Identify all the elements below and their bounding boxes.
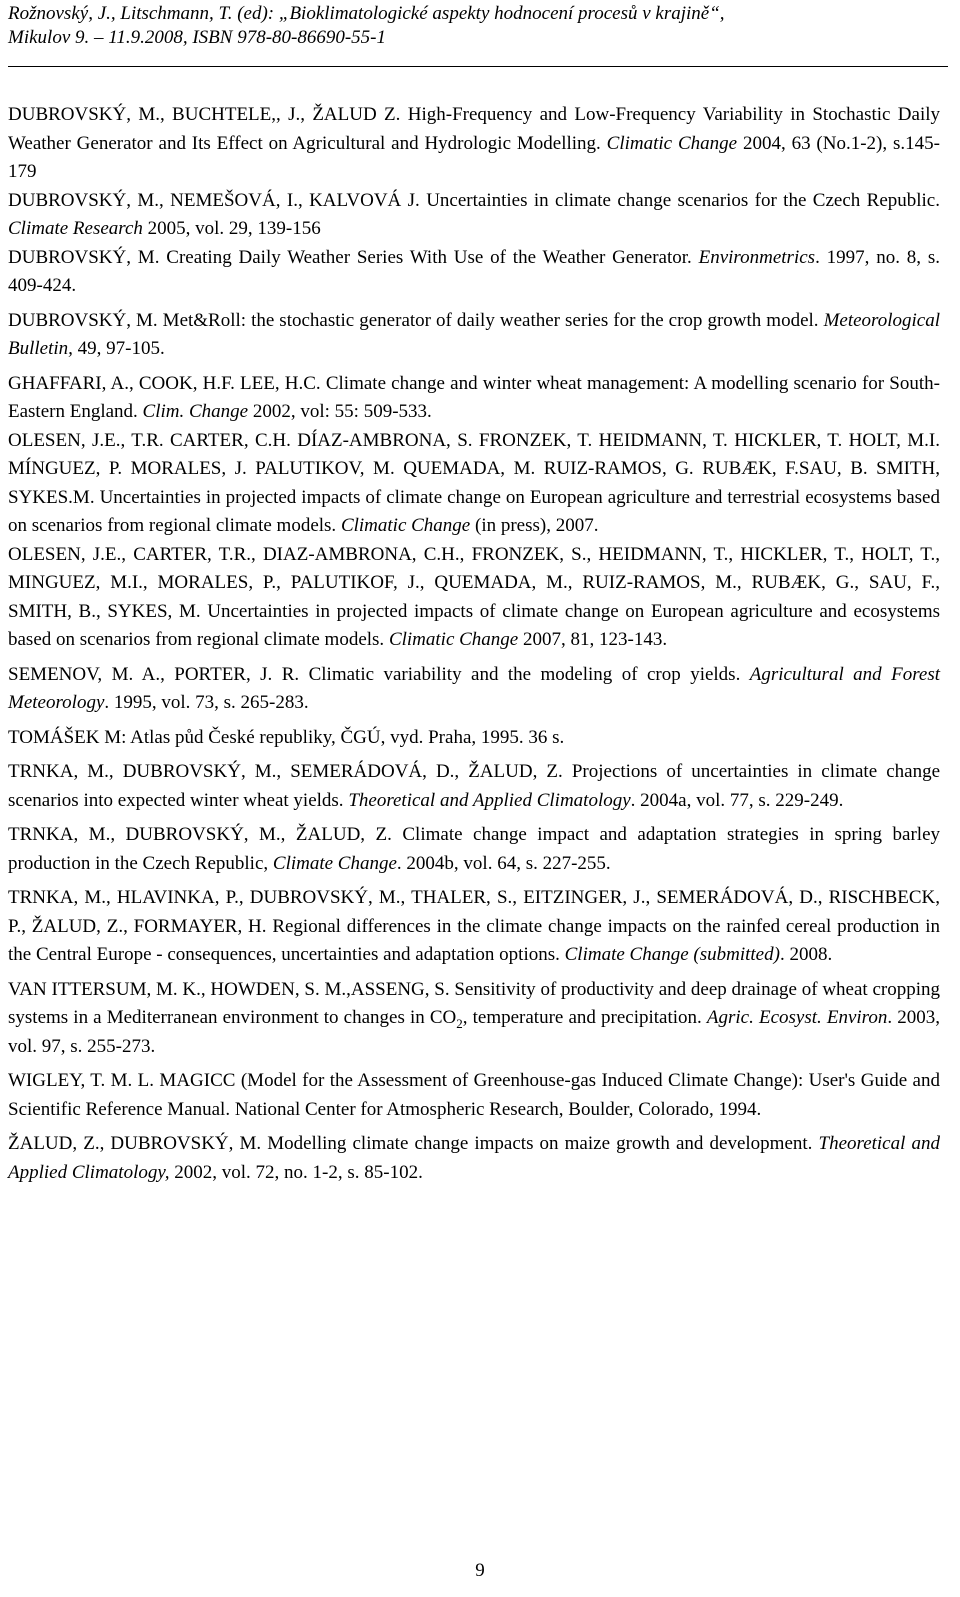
ref-text: High-Frequency and Low-Frequency Variability in Stochastic Daily Weather Generator and Its Effect on Agricultural and Hydrologic Modelling. [8, 104, 940, 154]
ref-authors: WIGLEY, T. M. L. [8, 1070, 155, 1091]
reference-item [8, 976, 940, 1062]
ref-source: Climatic Change [388, 629, 519, 650]
ref-source: Agricultural and Forest Meteorology [8, 663, 940, 713]
ref-text: Climate change and winter wheat management: A modelling scenario for South-Eastern England. [8, 372, 940, 422]
ref-text: Modelling climate change impacts on maize growth and development. [261, 1133, 819, 1154]
ref-source: Climate Change (submitted) [564, 944, 780, 965]
ref-authors: OLESEN, J.E., CARTER, T.R., DIAZ-AMBRONA, C.H., FRONZEK, S., HEIDMANN, T., HICKLER, T., HOLT, T., MINGUEZ, M.I., MORALES, P., PALUTIKOF, J., QUEMADA, M., RUIZ-RAMOS, M., RUBÆK, G., SAU, F., SMITH, B., SYKES, M. [8, 543, 940, 622]
ref-details: . 1995, vol. 73, s. 265-283. [104, 692, 309, 713]
ref-details: 2004, 63 (No.1-2), s.145-179 [8, 132, 940, 182]
ref-source: Theoretical and Applied Climatology, [8, 1133, 940, 1183]
ref-authors: VAN ITTERSUM, M. K., HOWDEN, S. M.,ASSENG, S. [8, 978, 450, 1000]
ref-details: 2005, vol. 29, 139-156 [142, 218, 321, 239]
ref-details: 49, 97-105. [72, 338, 165, 359]
reference-item [8, 758, 940, 815]
ref-text: Sensitivity of productivity and deep drainage of wheat cropping systems in a Mediterranean environment to changes in CO [8, 978, 940, 1028]
reference-item [8, 370, 940, 427]
reference-item [8, 821, 940, 878]
reference-list [8, 101, 940, 1187]
ref-authors: TRNKA, M., HLAVINKA, P., DUBROVSKÝ, M., THALER, S., EITZINGER, J., SEMERÁDOVÁ, D., RISCHBECK, P., ŽALUD, Z., FORMAYER, H. [8, 887, 940, 937]
ref-text: Creating Daily Weather Series With Use of the Weather Generator. [159, 246, 699, 268]
ref-source: Clim. Change [142, 401, 249, 422]
ref-details: . 2004a, vol. 77, s. 229-249. [630, 789, 844, 811]
ref-details: 2002, vol. 72, no. 1-2, s. 85-102. [169, 1161, 423, 1183]
ref-details: 2002, vol: 55: 509-533. [248, 401, 432, 422]
ref-authors: DUBROVSKÝ, M., NEMEŠOVÁ, I., KALVOVÁ J. [8, 189, 420, 211]
reference-item [8, 884, 940, 970]
ref-authors: ŽALUD, Z., DUBROVSKÝ, M. [8, 1133, 262, 1154]
ref-text: MAGICC (Model for the Assessment of Greenhouse-gas Induced Climate Change): User's Guide and Scientific Reference Manual. National Center for Atmospheric Research, Boulder, Colorado, 1994. [8, 1070, 940, 1120]
reference-item [8, 244, 940, 301]
ref-authors: SEMENOV, M. A., PORTER, J. R. [8, 663, 300, 685]
header-line-2: Mikulov 9. – 11.9.2008, ISBN 978-80-86690-55-1 [8, 27, 387, 48]
reference-item [8, 1130, 940, 1187]
ref-text: Regional differences in the climate change impacts on the rainfed cereal production in the Central Europe - consequences, uncertainties and adaptation options. [8, 915, 941, 965]
ref-text: Met&Roll: the stochastic generator of daily weather series for the crop growth model. [157, 309, 824, 331]
ref-source: Climatic Change [606, 132, 738, 154]
reference-item [8, 724, 940, 753]
reference-item [8, 101, 940, 187]
ref-details: . 2003, vol. 97, s. 255-273. [8, 1007, 941, 1057]
ref-details: . 2008. [779, 944, 833, 965]
ref-source: Agric. Ecosyst. Environ [706, 1007, 888, 1028]
ref-subscript: 2 [456, 1015, 463, 1031]
ref-text: Uncertainties in climate change scenarios for the Czech Republic. [419, 189, 940, 211]
ref-text: Climate change impact and adaptation strategies in spring barley production in the Czech Republic, [8, 824, 940, 874]
header-line-1: Rožnovský, J., Litschmann, T. (ed): „Bioklimatologické aspekty hodnocení procesů v krajině“, [8, 3, 725, 24]
ref-authors: TRNKA, M., DUBROVSKÝ, M., ŽALUD, Z. [8, 824, 392, 845]
ref-text: Uncertainties in projected impacts of climate change on European agriculture and ecosystems based on scenarios from regional climate models. [8, 600, 940, 650]
ref-source: Climate Change [272, 852, 397, 874]
reference-item [8, 661, 940, 718]
ref-details: . 1997, no. 8, s. 409-424. [8, 246, 940, 296]
ref-text: Projections of uncertainties in climate change scenarios into expected winter wheat yields. [8, 761, 940, 811]
ref-authors: TRNKA, M., DUBROVSKÝ, M., SEMERÁDOVÁ, D., ŽALUD, Z. [8, 761, 563, 782]
ref-text: Uncertainties in projected impacts of climate change on European agriculture and terrestrial ecosystems based on scenarios from regional climate models. [8, 486, 940, 536]
ref-source: Climate Research [8, 218, 143, 239]
ref-authors: DUBROVSKÝ, M. [8, 246, 160, 268]
ref-source: Climatic Change [340, 515, 471, 536]
ref-source: Environmetrics [698, 246, 816, 268]
ref-authors: TOMÁŠEK M: [8, 726, 127, 748]
reference-item [8, 307, 940, 364]
ref-authors: GHAFFARI, A., COOK, H.F. LEE, H.C. [8, 372, 321, 394]
ref-details: 2007, 81, 123-143. [518, 629, 668, 650]
reference-item [8, 1067, 940, 1124]
ref-text-continued: , temperature and precipitation. [462, 1007, 707, 1028]
ref-details: . 2004b, vol. 64, s. 227-255. [396, 852, 611, 874]
reference-item [8, 541, 940, 655]
reference-item [8, 187, 940, 244]
ref-text: Atlas půd České republiky, ČGÚ, vyd. Praha, 1995. 36 s. [126, 726, 565, 748]
ref-authors: DUBROVSKÝ, M., BUCHTELE,, J., ŽALUD Z. [8, 104, 401, 125]
ref-text: Climatic variability and the modeling of crop yields. [299, 663, 750, 685]
ref-source: Theoretical and Applied Climatology [348, 789, 631, 811]
running-header [8, 2, 948, 67]
ref-authors: OLESEN, J.E., T.R. CARTER, C.H. DÍAZ-AMBRONA, S. FRONZEK, T. HEIDMANN, T. HICKLER, T. HOLT, M.I. MÍNGUEZ, P. MORALES, J. PALUTIKOV, M. QUEMADA, M. RUIZ-RAMOS, G. RUBÆK, F.SAU, B. SMITH, SYKES.M. [8, 429, 940, 508]
reference-item [8, 427, 940, 541]
ref-details: (in press), 2007. [470, 515, 599, 536]
page-number: 9 [475, 1560, 485, 1581]
ref-authors: DUBROVSKÝ, M. [8, 309, 158, 331]
ref-source: Meteorological Bulletin, [8, 309, 940, 359]
